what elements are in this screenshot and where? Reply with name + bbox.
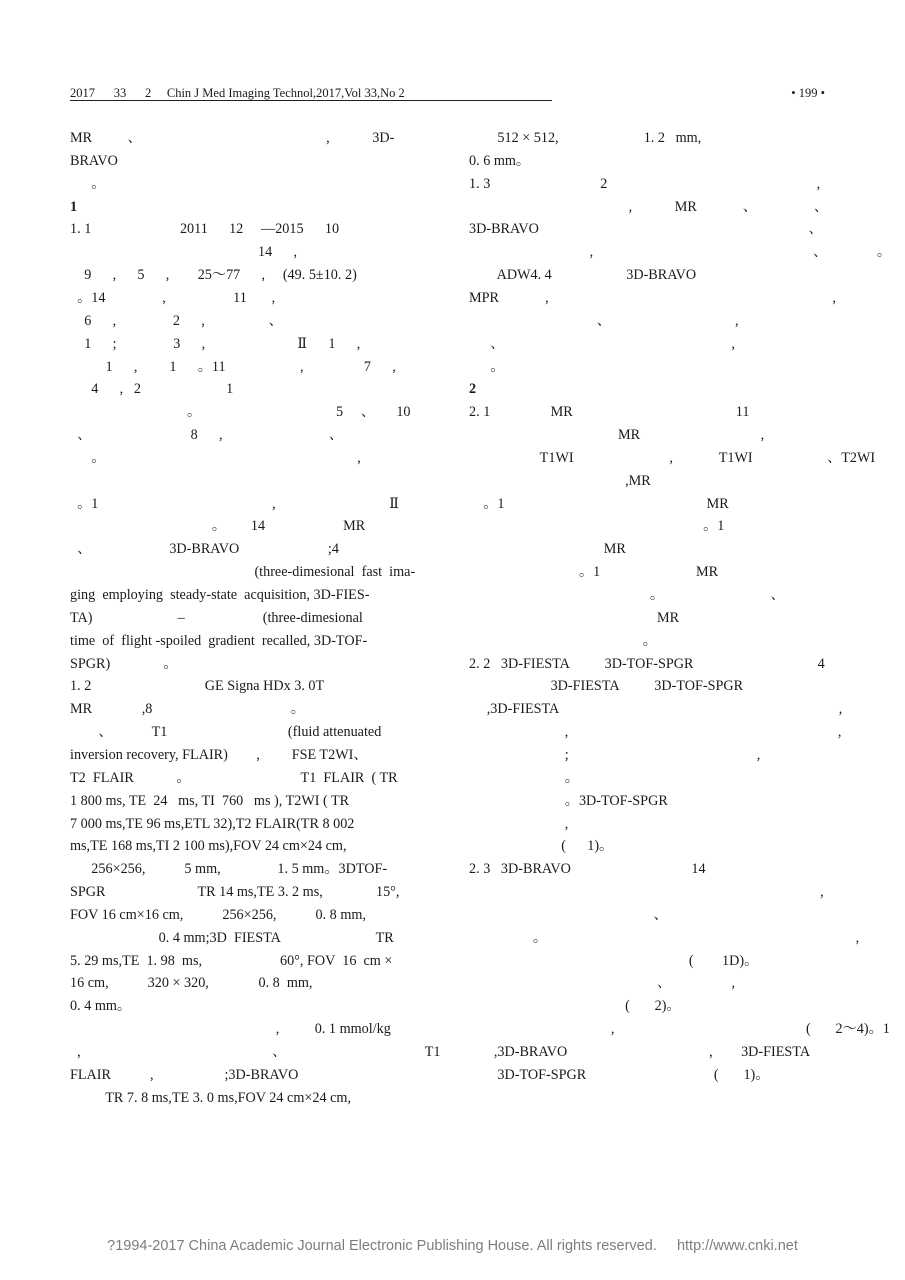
text-line: BRAVO: [70, 152, 118, 169]
copyright-footer: ?1994-2017 China Academic Journal Electronic Publishing House. All rights reserved. http://www.cnki.net: [107, 1238, 798, 1254]
text-line: 、 3D-BRAVO ;4: [70, 541, 339, 558]
text-line: T2 FLAIR 。 T1 FLAIR ( TR: [70, 769, 398, 786]
text-line: 16 cm, 320 × 320, 0. 8 mm,: [70, 975, 313, 992]
text-line: 。1 MR: [469, 495, 729, 512]
text-line: TA) – (three-dimesional: [70, 609, 363, 626]
text-line: , 、 T1: [70, 1044, 441, 1060]
text-line: MR ,: [469, 427, 765, 444]
text-line: 6 , 2 , 、: [70, 312, 283, 329]
text-line: 2. 2 3D-FIESTA 3D-TOF-SPGR 4: [469, 655, 825, 672]
text-line: 。 14 MR: [70, 518, 366, 535]
page-number: • 199 •: [791, 86, 825, 100]
text-line: 0. 6 mm。: [469, 152, 531, 169]
text-line: 。: [469, 358, 505, 375]
text-line: (three-dimesional fast ima-: [70, 564, 416, 581]
text-line: 4 , 2 1: [70, 381, 234, 398]
text-line: 1 , 1 。11 , 7 ,: [70, 358, 396, 375]
text-line: FLAIR , ;3D-BRAVO: [70, 1066, 299, 1083]
text-line: 9 , 5 , 25～77 , (49. 5±10. 2): [70, 267, 357, 284]
text-line: , ( 2～4)。1: [469, 1021, 890, 1038]
text-line: 。1 MR: [469, 564, 719, 581]
text-line: 14 ,: [70, 244, 297, 261]
text-line: 、 ,: [469, 312, 739, 329]
text-line: T1WI , T1WI 、T2WI: [469, 449, 876, 466]
text-line: time of flight -spoiled gradient recalled, 3D-TOF-: [70, 632, 368, 649]
text-line: MR: [469, 541, 626, 558]
text-line: 3D-TOF-SPGR ( 1)。: [469, 1066, 770, 1083]
text-line: 1. 3 2 ,: [469, 175, 821, 192]
text-line: 1. 2 GE Signa HDx 3. 0T: [70, 678, 325, 695]
text-line: ( 2)。: [469, 998, 681, 1015]
text-line: 。 5 、 10: [70, 404, 411, 421]
text-line: 、: [469, 906, 668, 923]
text-line: 。1: [469, 518, 725, 535]
text-line: SPGR) 。: [70, 655, 178, 672]
text-line: 256×256, 5 mm, 1. 5 mm。3DTOF-: [70, 861, 388, 878]
text-line: 1. 1 2011 12 —2015 10: [70, 221, 340, 238]
text-line: 。: [469, 632, 657, 649]
text-line: 、 ,: [469, 975, 736, 992]
text-line: 2. 1 MR 11: [469, 404, 750, 421]
text-line: 。 、: [469, 587, 785, 603]
text-line: 0. 4 mm。: [70, 998, 132, 1015]
header-rule: [70, 100, 552, 101]
text-line: 、 ,: [469, 335, 736, 352]
running-header-left: 2017 33 2 Chin J Med Imaging Technol,2017,Vol 33,No 2: [70, 86, 405, 100]
text-line: MPR , ,: [469, 289, 836, 306]
text-line: 2. 3 3D-BRAVO 14: [469, 861, 706, 878]
text-line: 。: [469, 769, 579, 786]
text-line: MR 、 , 3D-: [70, 130, 395, 146]
text-line: 5. 29 ms,TE 1. 98 ms, 60°, FOV 16 cm ×: [70, 952, 393, 969]
text-line: ADW4. 4 3D-BRAVO: [469, 267, 697, 284]
text-line: 3D-FIESTA 3D-TOF-SPGR: [469, 678, 744, 695]
text-line: 0. 4 mm;3D FIESTA TR: [70, 929, 394, 946]
text-line: ( 1D)。: [469, 952, 759, 969]
text-line: 。1 , Ⅱ: [70, 495, 399, 512]
text-line: 1: [70, 198, 78, 215]
text-line: 1 800 ms, TE 24 ms, TI 760 ms ), T2WI ( TR: [70, 792, 350, 809]
text-line: ,3D-FIESTA ,: [469, 701, 843, 718]
text-line: , 、 。: [469, 244, 892, 261]
text-line: 2: [469, 381, 477, 398]
text-line: 512 × 512, 1. 2 mm,: [469, 130, 702, 146]
text-line: ,: [469, 815, 569, 832]
text-line: 3D-BRAVO 、: [469, 221, 823, 238]
text-line: , 0. 1 mmol/kg: [70, 1021, 391, 1038]
text-line: 。 ,: [469, 929, 860, 946]
text-line: ging employing steady-state acquisition, 3D-FIES-: [70, 587, 370, 603]
text-line: ; ,: [469, 746, 761, 763]
text-line: 。 ,: [70, 449, 361, 466]
text-line: 1 ; 3 , Ⅱ 1 ,: [70, 335, 361, 352]
text-line: ,3D-BRAVO , 3D-FIESTA: [469, 1044, 811, 1060]
text-line: ,: [469, 884, 824, 901]
text-line: ,MR: [469, 472, 651, 489]
text-line: 7 000 ms,TE 96 ms,ETL 32),T2 FLAIR(TR 8 002: [70, 815, 355, 832]
text-line: 、 8 , 、: [70, 427, 344, 444]
text-line: MR ,8 。: [70, 701, 305, 718]
text-line: inversion recovery, FLAIR) , FSE T2WI、: [70, 746, 368, 763]
text-line: ms,TE 168 ms,TI 2 100 ms),FOV 24 cm×24 cm,: [70, 838, 347, 855]
text-line: TR 7. 8 ms,TE 3. 0 ms,FOV 24 cm×24 cm,: [70, 1089, 351, 1106]
text-line: MR: [469, 609, 680, 626]
text-line: , ,: [469, 724, 842, 741]
text-line: 。: [70, 175, 106, 192]
text-line: ( 1)。: [469, 838, 614, 855]
text-line: FOV 16 cm×16 cm, 256×256, 0. 8 mm,: [70, 906, 366, 923]
text-line: 。3D-TOF-SPGR: [469, 792, 668, 809]
text-line: SPGR TR 14 ms,TE 3. 2 ms, 15°,: [70, 884, 400, 901]
text-line: 。14 , 11 ,: [70, 289, 276, 306]
text-line: 、 T1 (fluid attenuated: [70, 724, 382, 741]
text-line: , MR 、 、: [469, 198, 829, 215]
